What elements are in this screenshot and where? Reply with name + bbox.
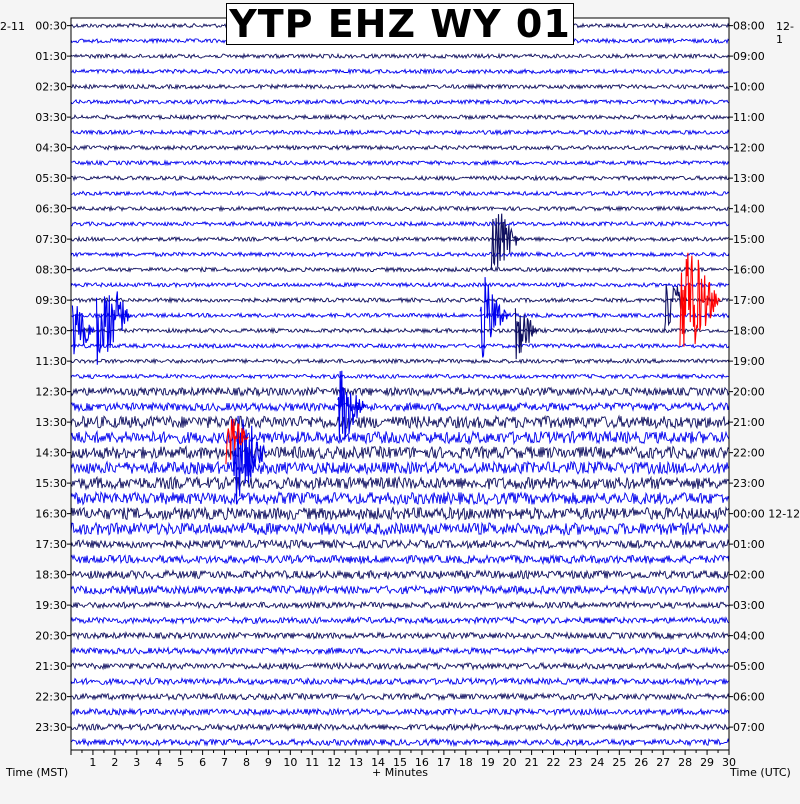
x-tick-label: 3 xyxy=(133,756,141,769)
right-time-label: 05:00 xyxy=(733,660,765,674)
left-time-label: 19:30 xyxy=(35,599,67,613)
right-time-label: 02:00 xyxy=(733,568,765,582)
right-time-label: 04:00 xyxy=(733,629,765,643)
right-time-label: 08:00 xyxy=(733,19,765,33)
x-tick-label: 6 xyxy=(199,756,207,769)
left-time-label: 10:30 xyxy=(35,324,67,338)
left-time-label: 16:30 xyxy=(35,507,67,521)
x-tick-label: 11 xyxy=(305,756,320,769)
right-time-label: 23:00 xyxy=(733,477,765,491)
x-tick-label: 10 xyxy=(283,756,298,769)
x-tick-label: 27 xyxy=(656,756,671,769)
left-time-label: 13:30 xyxy=(35,416,67,430)
x-tick-label: 23 xyxy=(568,756,583,769)
left-time-label: 02:30 xyxy=(35,80,67,94)
x-tick-label: 15 xyxy=(393,756,407,769)
right-time-label: 16:00 xyxy=(733,263,765,277)
x-tick-label: 14 xyxy=(371,756,386,769)
x-tick-label: 5 xyxy=(177,756,185,769)
left-time-label: 20:30 xyxy=(35,629,67,643)
left-time-label: 07:30 xyxy=(35,233,67,247)
right-time-label: 20:00 xyxy=(733,385,765,399)
x-tick-label: 18 xyxy=(458,756,473,769)
left-time-label: 11:30 xyxy=(35,355,67,369)
left-time-label: 23:30 xyxy=(35,721,67,735)
left-time-label: 00:30 xyxy=(35,19,67,33)
left-time-label: 01:30 xyxy=(35,50,67,64)
left-date-label: 2-11 xyxy=(0,20,25,33)
right-time-label: 06:00 xyxy=(733,690,765,704)
x-tick-label: 17 xyxy=(436,756,451,769)
x-tick-label: 22 xyxy=(546,756,561,769)
x-tick-label: 29 xyxy=(700,756,715,769)
left-time-label: 12:30 xyxy=(35,385,67,399)
x-tick-label: 25 xyxy=(612,756,627,769)
left-time-label: 06:30 xyxy=(35,202,67,216)
right-date-label: 12-1 xyxy=(776,20,794,46)
x-tick-label: 4 xyxy=(155,756,163,769)
right-time-label: 22:00 xyxy=(733,446,765,460)
x-tick-label: 30 xyxy=(722,756,736,769)
x-tick-label: 9 xyxy=(264,756,272,769)
right-time-label: 17:00 xyxy=(733,294,765,308)
x-tick-label: 24 xyxy=(590,756,605,769)
left-time-label: 18:30 xyxy=(35,568,67,582)
x-tick-label: 26 xyxy=(634,756,649,769)
chart-title: YTP EHZ WY 01 xyxy=(226,3,574,45)
left-time-label: 05:30 xyxy=(35,172,67,186)
left-axis-label: Time (MST) xyxy=(6,766,69,779)
x-tick-label: 20 xyxy=(502,756,517,769)
right-time-label: 07:00 xyxy=(733,721,765,735)
right-time-label: 18:00 xyxy=(733,324,765,338)
right-time-label: 19:00 xyxy=(733,355,765,369)
plot-area xyxy=(71,18,729,750)
x-tick-label: 19 xyxy=(480,756,495,769)
right-time-label: 00:00 12-12 xyxy=(733,507,800,521)
right-time-label: 21:00 xyxy=(733,416,765,430)
x-tick-label: 1 xyxy=(89,756,97,769)
left-time-label: 14:30 xyxy=(35,446,67,460)
right-time-label: 10:00 xyxy=(733,80,765,94)
right-time-label: 01:00 xyxy=(733,538,765,552)
x-tick-label: 28 xyxy=(678,756,693,769)
x-tick-label: 13 xyxy=(349,756,364,769)
left-time-label: 03:30 xyxy=(35,111,67,125)
x-tick-label: 2 xyxy=(111,756,119,769)
right-axis-label: Time (UTC) xyxy=(730,766,791,779)
left-time-label: 17:30 xyxy=(35,538,67,552)
x-tick-label: 8 xyxy=(242,756,250,769)
x-tick-label: 21 xyxy=(524,756,539,769)
left-time-label: 08:30 xyxy=(35,263,67,277)
right-time-label: 14:00 xyxy=(733,202,765,216)
left-time-label: 22:30 xyxy=(35,690,67,704)
left-time-label: 21:30 xyxy=(35,660,67,674)
left-time-label: 15:30 xyxy=(35,477,67,491)
x-tick-label: 12 xyxy=(327,756,342,769)
right-time-label: 03:00 xyxy=(733,599,765,613)
left-time-label: 09:30 xyxy=(35,294,67,308)
right-time-label: 11:00 xyxy=(733,111,765,125)
x-axis-label: + Minutes xyxy=(372,766,429,779)
left-time-label: 04:30 xyxy=(35,141,67,155)
right-time-label: 12:00 xyxy=(733,141,765,155)
right-time-label: 13:00 xyxy=(733,172,765,186)
x-tick-label: 16 xyxy=(414,756,429,769)
right-time-label: 15:00 xyxy=(733,233,765,247)
right-time-label: 09:00 xyxy=(733,50,765,64)
x-tick-label: 7 xyxy=(221,756,229,769)
